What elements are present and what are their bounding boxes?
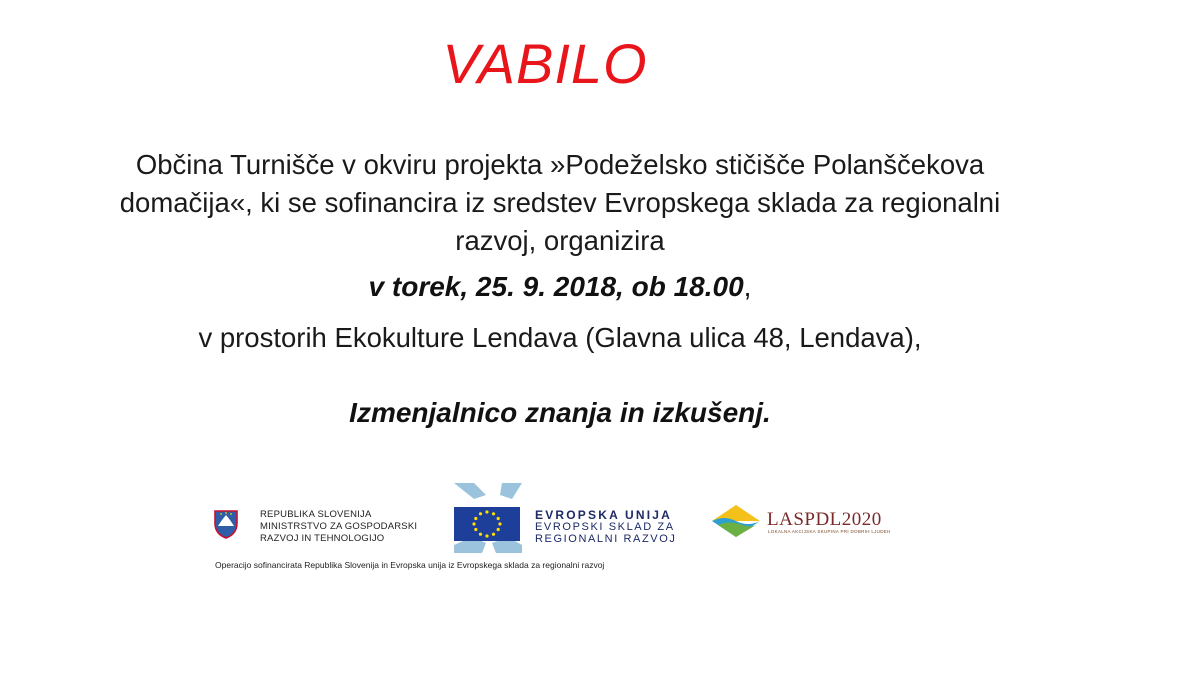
eu-line: EVROPSKI SKLAD ZA [535, 521, 675, 533]
sponsor-logos [205, 478, 925, 578]
event-date-comma: , [743, 271, 752, 302]
event-location: v prostorih Ekokulture Lendava (Glavna ulica 48, Lendava), [198, 322, 922, 353]
event-name: Izmenjalnico znanja in izkušenj. [349, 397, 771, 428]
slovenia-crest-icon [213, 509, 239, 539]
intro-line: domačija«, ki se sofinancira iz sredstev Evropskega sklada za regionalni [119, 187, 1001, 218]
event-date-text: v torek, 25. 9. 2018, ob 18.00 [368, 271, 744, 302]
cofinancing-note: Operacijo sofinancirata Republika Slovenija in Evropska unija iz Evropskega sklada za regionalni razvoj [215, 560, 605, 570]
eu-line: EVROPSKA UNIJA [535, 508, 673, 522]
eu-flag-icon [452, 481, 524, 555]
las-logo-name: LASPDL2020 [767, 509, 882, 530]
event-date [0, 271, 1120, 303]
ministry-line: REPUBLIKA SLOVENIJA [260, 509, 372, 520]
ministry-line: RAZVOJ IN TEHNOLOGIJO [260, 533, 385, 544]
ministry-line: MINISTRSTVO ZA GOSPODARSKI [260, 521, 418, 532]
las-logo-icon [710, 503, 762, 539]
intro-paragraph [40, 146, 1080, 260]
eu-line: REGIONALNI RAZVOJ [535, 533, 677, 545]
intro-line: Občina Turnišče v okviru projekta »Podeželsko stičišče Polanščekova [135, 149, 985, 180]
las-logo-subtitle: LOKALNA AKCIJSKA SKUPINA PRI DOBRIH LJUDEH [768, 529, 891, 534]
intro-line: razvoj, organizira [455, 225, 665, 256]
ministry-logo-text [260, 509, 417, 545]
eu-logo-text [535, 509, 677, 545]
invitation-title: VABILO [442, 32, 648, 95]
